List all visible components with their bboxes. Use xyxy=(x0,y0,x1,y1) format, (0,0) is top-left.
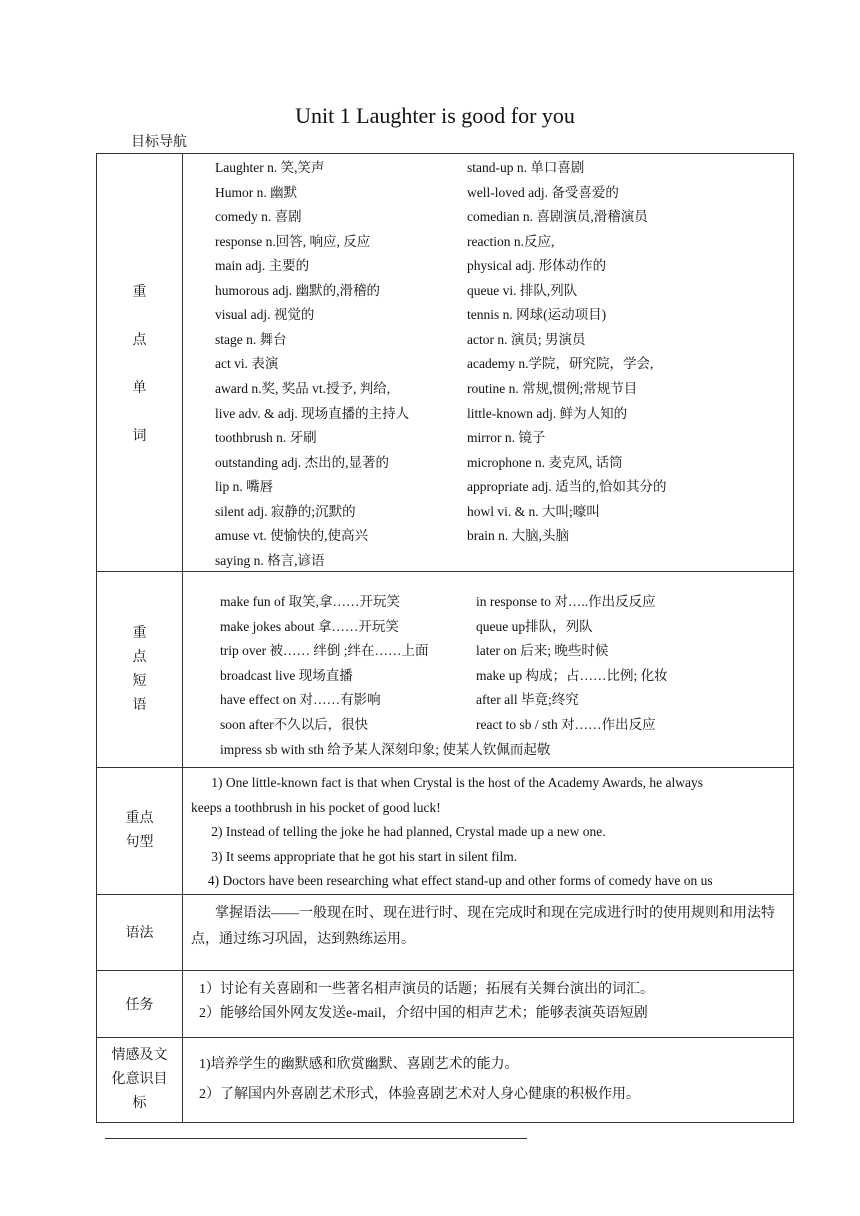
vocab-entry-right: brain n. 大脑,头脑 xyxy=(467,528,569,544)
sentence-line: 4) Doctors have been researching what effect stand-up and other forms of comedy have on us xyxy=(191,873,713,889)
vocab-entry-left: visual adj. 视觉的 xyxy=(215,307,315,323)
vocab-entry-left: comedy n. 喜剧 xyxy=(215,209,302,225)
phrase-entry-right: react to sb / sth 对……作出反应 xyxy=(476,717,656,732)
vocab-entry-left: outstanding adj. 杰出的,显著的 xyxy=(215,454,389,470)
emotion-label-line: 化意识目 xyxy=(111,1071,168,1087)
phrases-label-char: 短 xyxy=(132,673,147,689)
phrase-entry: impress sb with sth 给予某人深刻印象; 使某人钦佩而起敬 xyxy=(220,741,551,757)
vocab-row-item xyxy=(183,404,795,424)
phrase-list xyxy=(183,572,793,767)
vocab-entry-right: stand-up n. 单口喜剧 xyxy=(467,160,585,175)
phrase-row-item xyxy=(183,592,795,612)
emotion-line: 2）了解国内外喜剧艺术形式，体验喜剧艺术对人身心健康的积极作用。 xyxy=(199,1086,640,1102)
vocab-entry-left: stage n. 舞台 xyxy=(215,331,287,347)
task-line: 2）能够给国外网友发送e-mail，介绍中国的相声艺术；能够表演英语短剧 xyxy=(199,1005,648,1021)
vocab-entry-left: amuse vt. 使愉快的,使高兴 xyxy=(215,528,368,544)
task-line: 1）讨论有关喜剧和一些著名相声演员的话题；拓展有关舞台演出的词汇。 xyxy=(199,981,654,997)
vocab-row-item xyxy=(183,502,795,522)
vocab-entry-left: live adv. & adj. 现场直播的主持人 xyxy=(215,405,410,421)
emotion-label-line: 情感及文 xyxy=(111,1047,168,1063)
sentences-row xyxy=(97,768,794,895)
vocab-entry-right: academy n.学院，研究院，学会, xyxy=(467,356,654,372)
sentences-label xyxy=(97,768,183,895)
vocab-row-item xyxy=(183,183,795,203)
tasks-cell xyxy=(183,970,794,1037)
vocab-row-item xyxy=(183,281,795,301)
vocab-label-char: 点 xyxy=(132,332,147,348)
vocab-row-item xyxy=(183,158,795,178)
vocab-cell xyxy=(183,154,794,572)
phrases-label-char: 语 xyxy=(132,697,147,713)
vocab-entry-left: main adj. 主要的 xyxy=(215,258,310,274)
vocab-row-item xyxy=(183,477,795,497)
vocab-label-char: 重 xyxy=(132,284,147,300)
section-subhead: 目标导航 xyxy=(131,135,187,150)
phrase-row-item xyxy=(183,715,795,735)
vocab-entry-left: toothbrush n. 牙刷 xyxy=(215,430,317,446)
sentences-label-line: 句型 xyxy=(125,834,154,850)
vocab-entry-left: act vi. 表演 xyxy=(215,356,279,372)
vocab-row-item xyxy=(183,232,795,252)
vocab-entry-left: lip n. 嘴唇 xyxy=(215,479,274,495)
phrase-entry-left: make jokes about 拿……开玩笑 xyxy=(220,618,399,634)
phrase-row-item xyxy=(183,641,795,661)
vocab-row-item xyxy=(183,256,795,276)
phrase-entry-left: broadcast live 现场直播 xyxy=(220,667,353,683)
phrase-last-row xyxy=(183,740,795,760)
vocab-row-item xyxy=(183,453,795,473)
vocab-row-item xyxy=(183,330,795,350)
vocab-row-item xyxy=(183,526,795,546)
phrase-row-item xyxy=(183,666,795,686)
sentence-line: 3) It seems appropriate that he got his start in silent film. xyxy=(191,848,518,864)
vocab-entry-right: appropriate adj. 适当的,恰如其分的 xyxy=(467,479,667,495)
vocab-row xyxy=(97,154,794,572)
vocab-entry-left: saying n. 格言,谚语 xyxy=(215,552,325,568)
vocab-entry-right: mirror n. 镜子 xyxy=(467,430,546,446)
phrases-label-char: 重 xyxy=(132,625,147,641)
grammar-cell xyxy=(183,894,794,970)
phrase-entry-right: queue up排队，列队 xyxy=(476,618,593,634)
phrases-label-char: 点 xyxy=(132,649,147,665)
grammar-label: 语法 xyxy=(97,894,183,970)
phrase-entry-right: in response to 对…..作出反反应 xyxy=(476,594,656,609)
page-title: Unit 1 Laughter is good for you xyxy=(295,103,575,128)
vocab-entry-left: award n.奖, 奖品 vt.授予, 判给, xyxy=(215,380,391,396)
emotion-row xyxy=(97,1037,794,1122)
vocab-row-item xyxy=(183,428,795,448)
phrase-entry-right: after all 毕竟;终究 xyxy=(476,692,579,708)
vocab-list xyxy=(183,154,793,571)
emotion-line: 1)培养学生的幽默感和欣赏幽默、喜剧艺术的能力。 xyxy=(199,1056,519,1072)
sentences-cell xyxy=(183,768,794,895)
emotion-label xyxy=(97,1037,183,1122)
emotion-label-line: 标 xyxy=(132,1095,147,1111)
sentence-line: keeps a toothbrush in his pocket of good luck! xyxy=(191,799,441,815)
vocab-row-item xyxy=(183,379,795,399)
vocab-entry-left: humorous adj. 幽默的,滑稽的 xyxy=(215,282,380,298)
phrase-row-item xyxy=(183,617,795,637)
vocab-entry-right: microphone n. 麦克风, 话筒 xyxy=(467,454,623,470)
phrase-row-item xyxy=(183,690,795,710)
vocab-label-char: 单 xyxy=(132,380,147,396)
vocab-entry-right: reaction n.反应, xyxy=(467,233,555,249)
phrase-entry-left: trip over 被…… 绊倒 ;绊在……上面 xyxy=(220,643,429,659)
vocab-entry-right: queue vi. 排队,列队 xyxy=(467,282,578,298)
phrases-row xyxy=(97,572,794,768)
vocab-entry-left: Laughter n. 笑,笑声 xyxy=(215,160,325,175)
phrase-entry-right: later on 后来; 晚些时候 xyxy=(476,643,609,659)
vocab-entry-right: howl vi. & n. 大叫;嚎叫 xyxy=(467,503,600,519)
unit-outline-table xyxy=(96,153,794,1123)
vocab-entry-right: actor n. 演员; 男演员 xyxy=(467,331,586,347)
sentence-line: 2) Instead of telling the joke he had planned, Crystal made up a new one. xyxy=(191,824,606,840)
vocab-row-item xyxy=(183,207,795,227)
grammar-text: 掌握语法——一般现在时、现在进行时、现在完成时和现在完成进行时的使用规则和用法特点，通过练习巩固，达到熟练运用。 xyxy=(191,905,775,947)
sentence-line: 1) One little-known fact is that when Crystal is the host of the Academy Awards, he always xyxy=(191,775,704,790)
vocab-entry-right: little-known adj. 鲜为人知的 xyxy=(467,405,628,421)
vocab-entry-right: routine n. 常规,惯例;常规节目 xyxy=(467,380,638,396)
vocab-row-item xyxy=(183,305,795,325)
phrase-entry-right: make up 构成；占……比例; 化妆 xyxy=(476,667,668,683)
sentences-label-line: 重点 xyxy=(125,810,154,826)
footnote-separator xyxy=(105,1138,527,1139)
vocab-entry-right: physical adj. 形体动作的 xyxy=(467,258,607,274)
phrases-label xyxy=(97,572,183,768)
vocab-entry-left: Humor n. 幽默 xyxy=(215,184,298,200)
vocab-row-item xyxy=(183,354,795,374)
vocab-entry-left: silent adj. 寂静的;沉默的 xyxy=(215,503,356,519)
phrases-cell xyxy=(183,572,794,768)
vocab-label-char: 词 xyxy=(132,428,147,444)
vocab-entry-right: tennis n. 网球(运动项目) xyxy=(467,307,607,323)
emotion-cell xyxy=(183,1037,794,1122)
phrase-entry-left: make fun of 取笑,拿……开玩笑 xyxy=(220,594,400,609)
vocab-entry-right: comedian n. 喜剧演员,滑稽演员 xyxy=(467,209,648,225)
phrase-entry-left: soon after不久以后，很快 xyxy=(220,717,369,732)
vocab-entry-right: well-loved adj. 备受喜爱的 xyxy=(467,184,619,200)
vocab-row-item xyxy=(183,551,795,571)
vocab-entry-left: response n.回答, 响应, 反应 xyxy=(215,233,371,249)
tasks-row xyxy=(97,970,794,1037)
phrase-entry-left: have effect on 对……有影响 xyxy=(220,692,381,708)
grammar-row xyxy=(97,894,794,970)
vocab-label xyxy=(97,154,183,572)
tasks-label: 任务 xyxy=(97,970,183,1037)
